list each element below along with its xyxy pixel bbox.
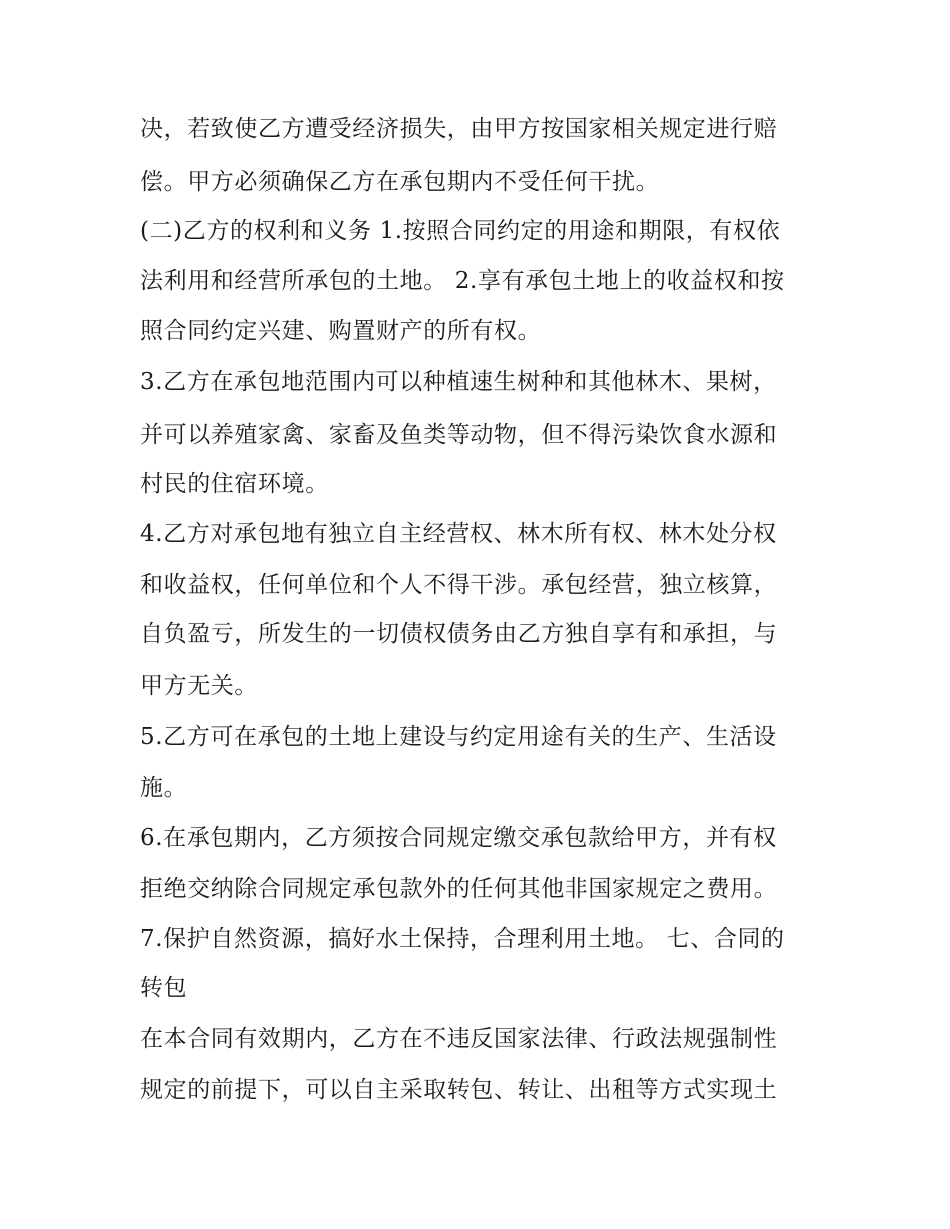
text-line: 施。 xyxy=(140,775,188,801)
text-line: 转包 xyxy=(140,975,188,1001)
text-line: 7.保护自然资源，搞好水土保持，合理利用土地。 七、合同的 xyxy=(140,926,785,952)
text-line: 拒绝交纳除合同规定承包款外的任何其他非国家规定之费用。 xyxy=(140,876,778,902)
text-line: 村民的住宿环境。 xyxy=(140,471,329,497)
text-line: 规定的前提下，可以自主采取转包、转让、出租等方式实现土 xyxy=(140,1077,778,1103)
text-line: 甲方无关。 xyxy=(140,673,258,699)
text-line: 5.乙方可在承包的土地上建设与约定用途有关的生产、生活设 xyxy=(140,724,777,750)
text-line: 并可以养殖家禽、家畜及鱼类等动物，但不得污染饮食水源和 xyxy=(140,422,778,448)
text-line: 4.乙方对承包地有独立自主经营权、林木所有权、林木处分权 xyxy=(140,521,777,547)
text-line: 决，若致使乙方遭受经济损失，由甲方按国家相关规定进行赔 xyxy=(140,116,778,142)
text-line: 在本合同有效期内，乙方在不违反国家法律、行政法规强制性 xyxy=(140,1026,778,1052)
text-line: 偿。甲方必须确保乙方在承包期内不受任何干扰。 xyxy=(140,169,660,195)
text-line: 照合同约定兴建、购置财产的所有权。 xyxy=(140,318,542,344)
text-line: 6.在承包期内，乙方须按合同规定缴交承包款给甲方，并有权 xyxy=(140,825,777,851)
text-line: 和收益权，任何单位和个人不得干涉。承包经营，独立核算， xyxy=(140,572,778,598)
text-line: (二)乙方的权利和义务 1.按照合同约定的用途和期限，有权依 xyxy=(140,218,781,244)
text-line: 法利用和经营所承包的土地。 2.享有承包土地上的收益权和按 xyxy=(140,268,785,294)
text-line: 自负盈亏，所发生的一切债权债务由乙方独自享有和承担，与 xyxy=(140,621,778,647)
text-line: 3.乙方在承包地范围内可以种植速生树种和其他林木、果树， xyxy=(140,369,777,395)
